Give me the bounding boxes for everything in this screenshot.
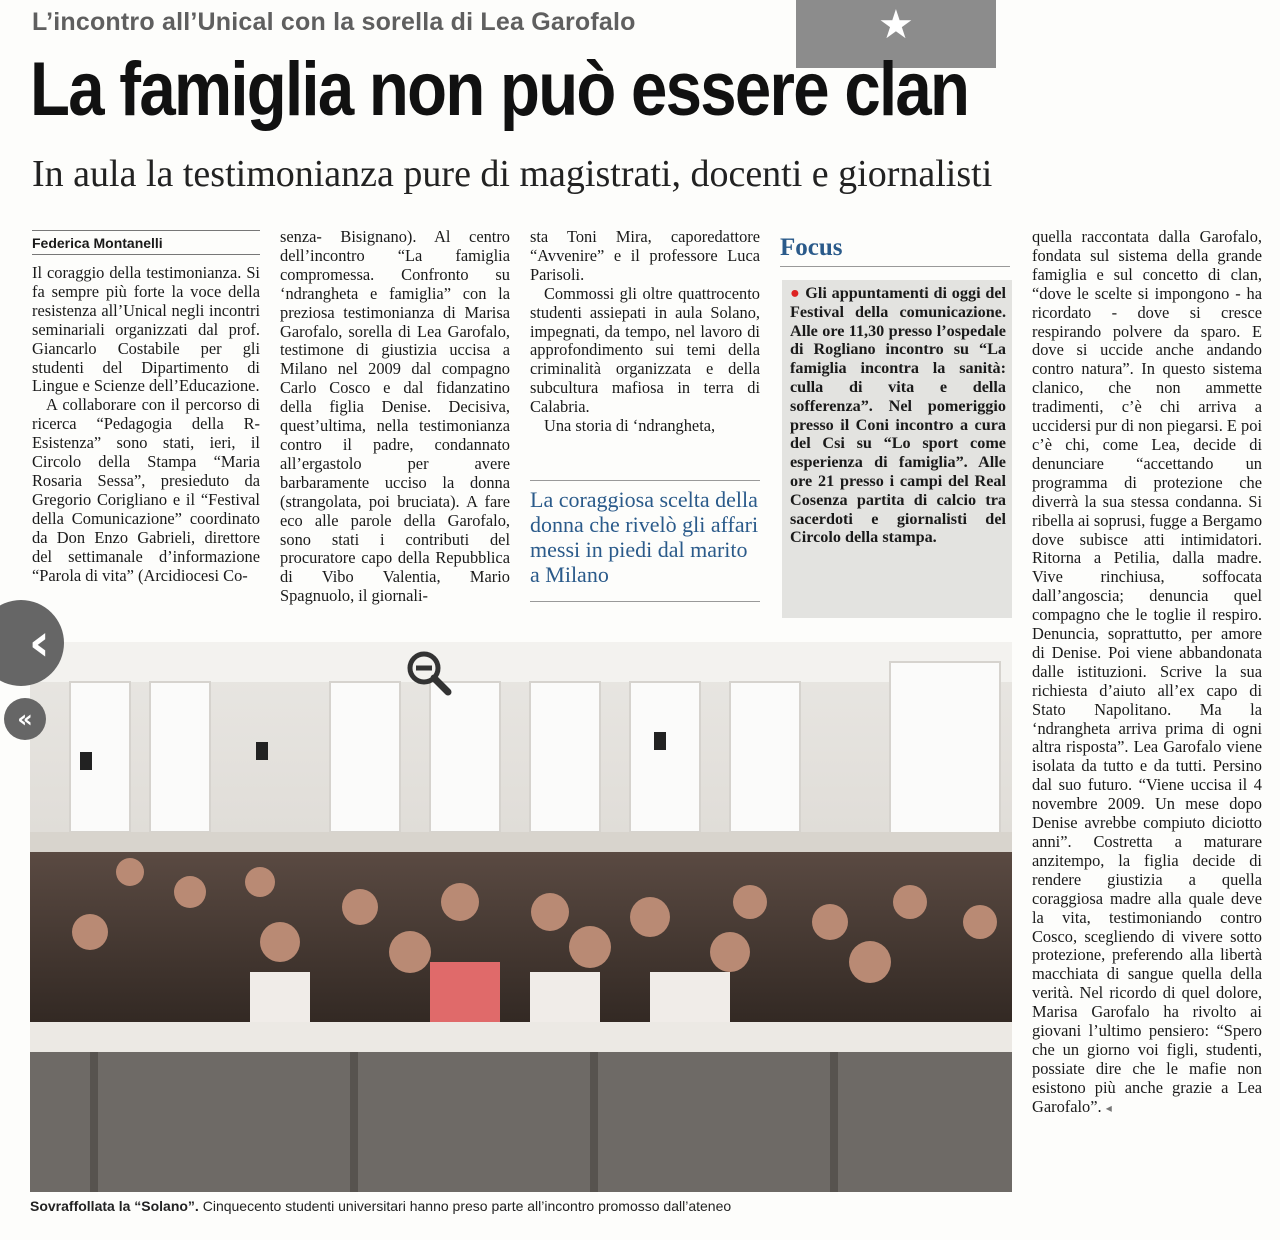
paragraph: Commossi gli oltre quattrocento studenti assiepati in aula Solano, impegnati, da tempo, nel lavoro di approfondimento sui temi della criminalità organizzata e della subcultura mafiosa in terra di Calabria. [530,283,760,417]
article-column-3 [530,228,760,436]
caption-text: Cinquecento studenti universitari hanno preso parte all’incontro promosso dall’ateneo [198,1198,732,1214]
paragraph: senza- Bisignano). Al centro dell’incontro “La famiglia compromessa. Confronto su ‘ndrangheta e famiglia” con la preziosa testimonianza di Marisa Garofalo, sorella di Lea Garofalo, testimone di giustizia uccisa a Milano nel 2009 dal compagno Carlo Cosco e dal fidanzatino della figlia Denise. Decisiva, quest’ultima, nella testimonianza contro il padre, condannato all’ergastolo per avere barbaramente ucciso la donna (strangolata, poi bruciata). A fare eco alle parole della Garofalo, sono stati i contributi del procuratore capo della Repubblica di Vibo Valentia, Mario Spagnuolo, il giornali- [280,227,510,606]
paragraph: Una storia di ‘ndrangheta, [544,416,716,436]
article-column-4 [1032,228,1262,1118]
chevron-left-icon[interactable]: ‹ [28,613,50,673]
article-byline: Federica Montanelli [32,230,260,255]
article-column-1 [32,264,260,585]
classroom-photo [30,642,1012,1192]
article-subheadline: In aula la testimonianza pure di magistrati, docenti e giornalisti [32,153,993,195]
article-photo [30,642,1012,1192]
paragraph: Il coraggio della testimonianza. Si fa sempre più forte la voce della resistenza all’Unical negli incontri seminariali organizzati dal prof. Giancarlo Costabile per gli studenti del Dipartimento di Lingue e Scienze dell’Educazione. [32,263,260,396]
caption-lead: Sovraffollata la “Solano”. [30,1198,199,1214]
zoom-out-icon[interactable] [404,648,452,696]
double-chevron-left-icon[interactable]: « [17,705,33,733]
focus-box [782,280,1012,618]
photo-caption [30,1198,731,1214]
zoom-out-button[interactable] [404,648,452,696]
end-mark-icon: ◂ [1105,1100,1112,1115]
paragraph [1032,228,1262,1118]
article-headline: La famiglia non può essere clan [30,47,969,132]
focus-title: Focus [780,234,1010,267]
focus-body: Gli appuntamenti di oggi del Festival della comunicazione. Alle ore 11,30 presso l’ospedale di Rogliano incontro su “La famiglia incontra la sanità: culla di vita e della sofferenza”. Nel pomeriggio presso il Coni incontro a cura del Csi su “Lo sport come esperienza di famiglia”. Alle ore 21 presso i campi del Real Cosenza partita di calcio tra sacerdoti e giornalisti del Circolo della stampa. [790,284,1007,547]
pull-quote: La coraggiosa scelta della donna che rivelò gli affari messi in piedi dal marito a Milano [530,480,760,602]
first-page-button[interactable] [4,698,46,740]
paragraph-text: quella raccontata dalla Garofalo, fondata sul sistema della grande famiglia e sul concetto di clan, “dove le scelte si impongono - ha ricordato - dove si cresce respirando polvere da sparo. E dove si uccide anche andando contro natura”. In questo sistema clanico, che non ammette tradimenti, c’è chi arriva a uccidersi pur di non piegarsi. E poi c’è chi, come Lea, decide di denunciare “accettando un programma di protezione che diverrà la sua stessa condanna. Si ribella ai soprusi, fugge a Bergamo dove subisce atti intimidatori. Ritorna a Petilia, dalla madre. Vive rinchiusa, soffocata dall’angoscia; denuncia quel compagno che le toglie il respiro. Denuncia, soprattutto, per amore di Denise. Poi viene abbandonata dalle istituzioni. Scrive la sua richiesta d’aiuto all’ex capo di Stato Napolitano. Ma la ‘ndrangheta arriva prima di ogni altra risposta”. Lea Garofalo viene isolata da tutto e da tutti. Persino dal suo futuro. “Viene uccisa il 4 novembre 2009. Un mese dopo Denise avrebbe compiuto diciotto anni”. Costretta a maturare anzitempo, la figlia decide di rendere giustizia a quella coraggiosa madre alla quale deve la vita, testimoniando contro Cosco, scegliendo di vivere sotto protezione, preferendo alla libertà macchiata di sangue quella della verità. Nel ricordo di quel dolore, Marisa Garofalo ha rivolto ai giovani l’ultimo pensiero: “Spero che un giorno voi figli, studenti, possiate dire che le mafie non esistono più anche grazie a Lea Garofalo”. [1032,227,1263,1116]
paragraph: A collaborare con il percorso di ricerca “Pedagogia della R- Esistenza” sono stati, ieri, il Circolo della Stampa “Maria Rosaria Sessa”, presieduto da Gregorio Corigliano e il “Festival della Comunicazione” coordinato da Don Enzo Gabrieli, direttore del settimanale d’informazione “Parola di vita” (Arcidiocesi Co- [32,395,260,585]
bullet-icon: ● [790,284,801,302]
paragraph: sta Toni Mira, caporedattore “Avvenire” e il professore Luca Parisoli. [530,227,760,284]
star-icon[interactable]: ★ [878,2,914,48]
focus-text [790,284,1006,547]
article-kicker: L’incontro all’Unical con la sorella di Lea Garofalo [32,8,636,36]
article-column-2 [280,228,510,606]
